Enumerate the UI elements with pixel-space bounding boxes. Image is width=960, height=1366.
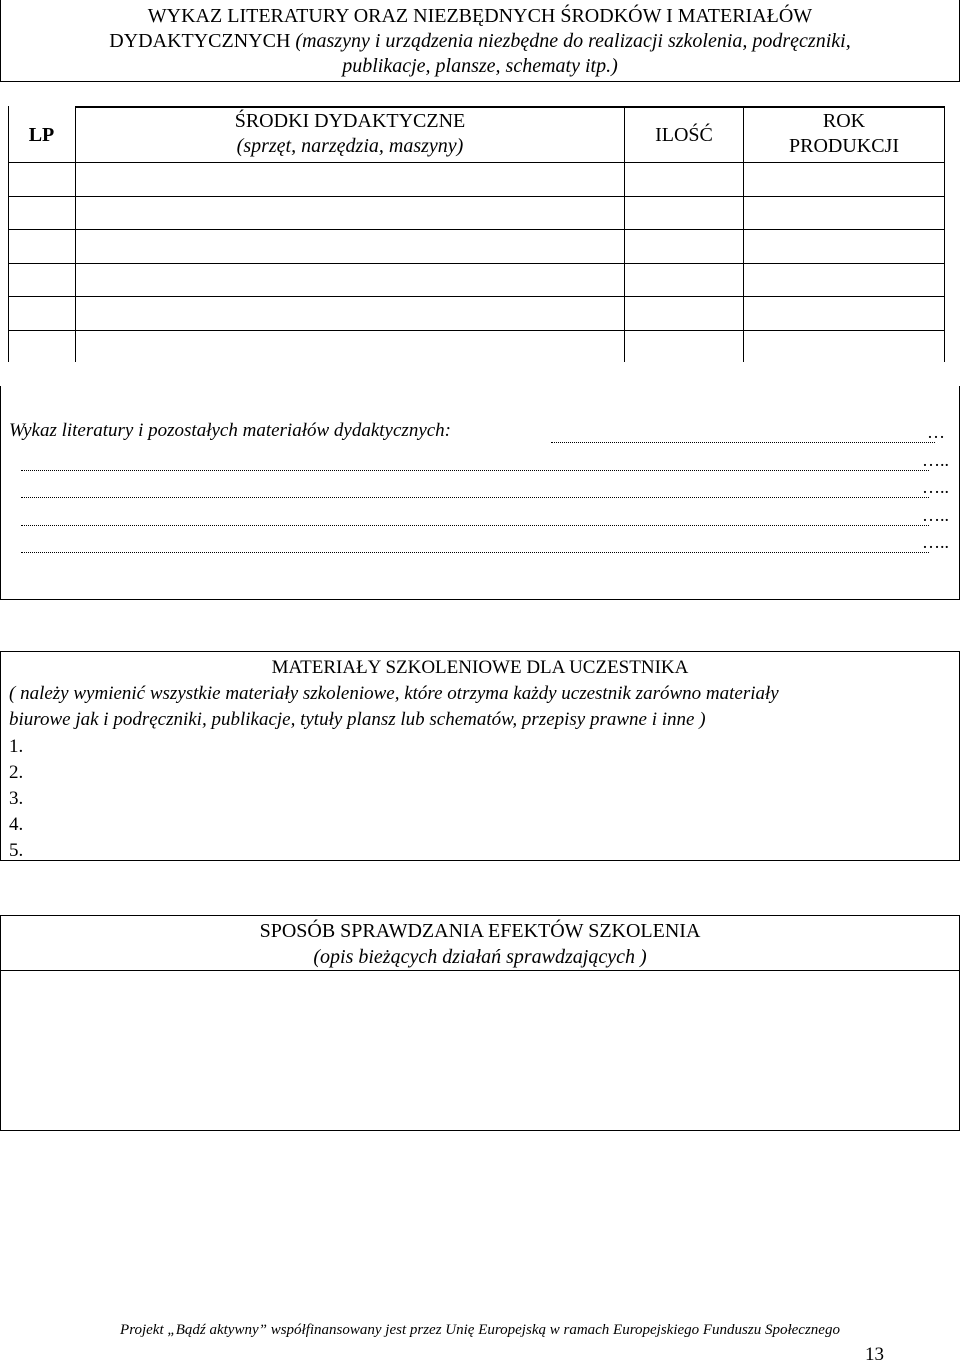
table-col-rule-1 — [75, 106, 76, 362]
col-header-lp: LP — [28, 124, 55, 146]
col-header-means-title: ŚRODKI DYDAKTYCZNE — [234, 110, 466, 132]
materials-item-2: 2. — [9, 762, 24, 783]
materials-box — [0, 651, 960, 861]
table-row-rule-5 — [8, 296, 945, 297]
literature-dotline-3 — [21, 497, 929, 498]
literature-dotline-1 — [551, 442, 935, 443]
page-number: 13 — [865, 1344, 884, 1365]
col-header-means — [76, 110, 624, 158]
assessment-title: SPOSÓB SPRAWDZANIA EFEKTÓW SZKOLENIA — [259, 920, 701, 942]
top-header-line2-italic: (maszyny i urządzenia niezbędne do realizacji szkolenia, podręczniki, — [295, 30, 851, 52]
literature-box — [0, 386, 960, 600]
table-row-rule-3 — [8, 229, 945, 230]
assessment-divider — [1, 970, 959, 971]
top-header-line2 — [1, 29, 959, 53]
col-header-year — [744, 110, 944, 158]
materials-title: MATERIAŁY SZKOLENIOWE DLA UCZESTNIKA — [271, 657, 689, 678]
top-header-box — [0, 0, 960, 82]
literature-dotline-5 — [21, 552, 929, 553]
materials-item-1: 1. — [9, 736, 24, 757]
top-header-line3: publikacje, plansze, schematy itp.) — [342, 55, 618, 77]
materials-item-3: 3. — [9, 788, 24, 809]
literature-line-end-2: ….. — [922, 450, 949, 470]
materials-item-5: 5. — [9, 840, 24, 861]
top-header-line1: WYKAZ LITERATURY ORAZ NIEZBĘDNYCH ŚRODKÓW I MATERIAŁÓW — [147, 5, 813, 27]
literature-line-end-5: ….. — [922, 532, 949, 552]
top-header-line2-normal: DYDAKTYCZNYCH — [109, 30, 296, 52]
materials-desc-line1: ( należy wymienić wszystkie materiały szkoleniowe, które otrzyma każdy uczestnik zarówno materiały — [9, 683, 779, 704]
col-header-qty: ILOŚĆ — [655, 124, 713, 146]
col-header-year-2: PRODUKCJI — [788, 135, 900, 157]
table-top-rule — [76, 106, 945, 108]
literature-dotline-2 — [21, 470, 929, 471]
col-header-year-1: ROK — [822, 110, 866, 132]
table-row-rule-1 — [8, 162, 945, 163]
table-row-rule-6 — [8, 330, 945, 331]
assessment-box — [0, 915, 960, 1131]
literature-line-end-4: ….. — [922, 505, 949, 525]
materials-item-4: 4. — [9, 814, 24, 835]
literature-line-end-3: ….. — [922, 477, 949, 497]
table-row-rule-2 — [8, 196, 945, 197]
footer-text: Projekt „Bądź aktywny” współfinansowany jest przez Unię Europejską w ramach Europejskiego Funduszu Społecznego — [120, 1322, 840, 1338]
literature-label: Wykaz literatury i pozostałych materiałów dydaktycznych: — [9, 420, 452, 441]
assessment-subtitle: (opis bieżących działań sprawdzających ) — [313, 946, 647, 968]
col-header-means-sub: (sprzęt, narzędzia, maszyny) — [236, 135, 464, 157]
table-col-rule-2 — [624, 106, 625, 362]
table-col-rule-3 — [743, 106, 744, 362]
table-col-rule-0 — [8, 106, 9, 362]
table-col-rule-4 — [944, 106, 945, 362]
literature-line-end-1: … — [927, 422, 945, 442]
literature-dotline-4 — [21, 525, 929, 526]
materials-desc-line2: biurowe jak i podręczniki, publikacje, tytuły plansz lub schematów, przepisy prawne i inne ) — [9, 709, 706, 730]
table-row-rule-4 — [8, 263, 945, 264]
